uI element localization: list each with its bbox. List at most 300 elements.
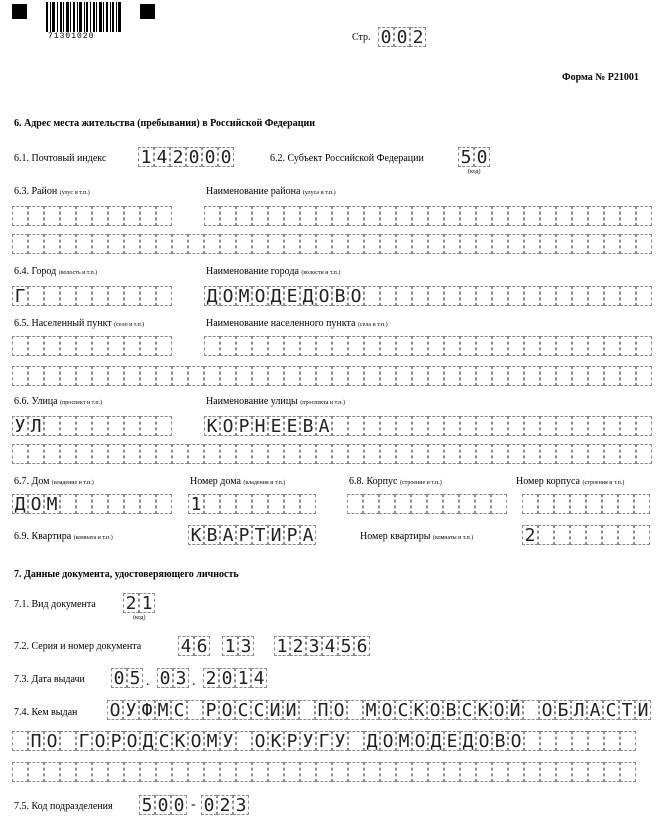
char-cell[interactable] — [636, 234, 652, 254]
char-cell[interactable] — [540, 444, 556, 464]
char-cell[interactable] — [636, 416, 652, 436]
char-cell[interactable] — [28, 336, 44, 356]
char-cell[interactable] — [92, 494, 108, 514]
char-cell[interactable]: 2 — [203, 668, 219, 688]
char-cell[interactable]: 3 — [173, 668, 189, 688]
char-cell[interactable] — [252, 494, 268, 514]
char-cell[interactable] — [236, 336, 252, 356]
char-cell[interactable]: О — [380, 731, 396, 751]
char-cell[interactable] — [412, 336, 428, 356]
char-cell[interactable] — [572, 366, 588, 386]
char-cell[interactable] — [44, 444, 60, 464]
char-cell[interactable] — [476, 286, 492, 306]
char-cell[interactable] — [604, 286, 620, 306]
char-cell[interactable] — [44, 336, 60, 356]
char-cell[interactable] — [60, 366, 76, 386]
char-cell[interactable] — [444, 762, 460, 782]
char-cell[interactable] — [44, 366, 60, 386]
char-cell[interactable] — [236, 762, 252, 782]
char-cell[interactable] — [492, 234, 508, 254]
char-cell[interactable] — [108, 206, 124, 226]
char-cell[interactable] — [620, 762, 636, 782]
district-type-boxes[interactable] — [12, 206, 172, 226]
char-cell[interactable] — [620, 234, 636, 254]
char-cell[interactable] — [604, 416, 620, 436]
char-cell[interactable] — [28, 234, 44, 254]
char-cell[interactable]: М — [363, 700, 379, 720]
char-cell[interactable] — [364, 444, 380, 464]
char-cell[interactable] — [380, 206, 396, 226]
char-cell[interactable] — [108, 366, 124, 386]
char-cell[interactable] — [300, 366, 316, 386]
char-cell[interactable] — [475, 494, 491, 514]
char-cell[interactable]: О — [331, 700, 347, 720]
char-cell[interactable] — [156, 494, 172, 514]
char-cell[interactable] — [172, 762, 188, 782]
char-cell[interactable] — [220, 494, 236, 514]
char-cell[interactable]: М — [155, 700, 171, 720]
char-cell[interactable] — [300, 206, 316, 226]
street-name-boxes-2[interactable] — [12, 444, 652, 464]
char-cell[interactable]: 3 — [238, 636, 254, 656]
char-cell[interactable] — [508, 366, 524, 386]
char-cell[interactable]: Е — [444, 731, 460, 751]
char-cell[interactable] — [588, 444, 604, 464]
issued-by-line3-boxes[interactable] — [12, 762, 636, 782]
char-cell[interactable]: 4 — [154, 147, 170, 167]
char-cell[interactable]: О — [379, 700, 395, 720]
char-cell[interactable] — [300, 444, 316, 464]
char-cell[interactable] — [634, 525, 650, 545]
char-cell[interactable] — [396, 286, 412, 306]
house-type-boxes[interactable] — [12, 494, 172, 514]
char-cell[interactable] — [556, 731, 572, 751]
char-cell[interactable]: У — [123, 700, 139, 720]
char-cell[interactable] — [44, 416, 60, 436]
char-cell[interactable] — [524, 762, 540, 782]
char-cell[interactable] — [316, 336, 332, 356]
char-cell[interactable] — [428, 234, 444, 254]
char-cell[interactable]: 0 — [202, 147, 218, 167]
char-cell[interactable] — [604, 234, 620, 254]
char-cell[interactable] — [124, 416, 140, 436]
char-cell[interactable] — [332, 416, 348, 436]
char-cell[interactable] — [444, 234, 460, 254]
char-cell[interactable] — [348, 336, 364, 356]
char-cell[interactable] — [12, 444, 28, 464]
char-cell[interactable]: С — [171, 700, 187, 720]
char-cell[interactable] — [636, 206, 652, 226]
char-cell[interactable]: О — [491, 700, 507, 720]
char-cell[interactable]: А — [316, 416, 332, 436]
char-cell[interactable] — [538, 494, 554, 514]
char-cell[interactable] — [348, 206, 364, 226]
char-cell[interactable] — [604, 366, 620, 386]
char-cell[interactable]: 2 — [217, 795, 233, 815]
char-cell[interactable] — [140, 762, 156, 782]
char-cell[interactable] — [620, 286, 636, 306]
char-cell[interactable] — [620, 336, 636, 356]
char-cell[interactable]: М — [236, 286, 252, 306]
char-cell[interactable]: К — [411, 700, 427, 720]
char-cell[interactable]: Н — [252, 416, 268, 436]
char-cell[interactable]: 0 — [155, 795, 171, 815]
char-cell[interactable] — [124, 444, 140, 464]
char-cell[interactable] — [380, 286, 396, 306]
char-cell[interactable] — [570, 525, 586, 545]
char-cell[interactable] — [492, 444, 508, 464]
char-cell[interactable]: Р — [284, 731, 300, 751]
char-cell[interactable] — [380, 366, 396, 386]
char-cell[interactable]: 2 — [410, 27, 426, 47]
char-cell[interactable]: О — [220, 416, 236, 436]
char-cell[interactable] — [204, 336, 220, 356]
city-name-boxes[interactable] — [204, 286, 652, 306]
char-cell[interactable] — [156, 286, 172, 306]
char-cell[interactable]: Т — [252, 525, 268, 545]
char-cell[interactable] — [348, 731, 364, 751]
char-cell[interactable] — [92, 366, 108, 386]
char-cell[interactable] — [44, 762, 60, 782]
char-cell[interactable] — [602, 525, 618, 545]
doc-type-boxes[interactable] — [123, 593, 155, 613]
char-cell[interactable] — [92, 444, 108, 464]
char-cell[interactable] — [140, 366, 156, 386]
char-cell[interactable] — [252, 366, 268, 386]
char-cell[interactable] — [554, 525, 570, 545]
char-cell[interactable] — [572, 234, 588, 254]
char-cell[interactable] — [44, 206, 60, 226]
char-cell[interactable] — [348, 416, 364, 436]
char-cell[interactable]: У — [12, 416, 28, 436]
char-cell[interactable] — [76, 206, 92, 226]
char-cell[interactable] — [300, 336, 316, 356]
char-cell[interactable] — [412, 416, 428, 436]
char-cell[interactable] — [236, 731, 252, 751]
char-cell[interactable] — [604, 444, 620, 464]
char-cell[interactable]: О — [188, 731, 204, 751]
char-cell[interactable] — [396, 762, 412, 782]
char-cell[interactable]: О — [539, 700, 555, 720]
char-cell[interactable]: В — [300, 416, 316, 436]
char-cell[interactable] — [540, 286, 556, 306]
flat-type-boxes[interactable] — [188, 525, 316, 545]
district-name-boxes-2[interactable] — [12, 234, 652, 254]
char-cell[interactable] — [508, 444, 524, 464]
char-cell[interactable] — [460, 444, 476, 464]
char-cell[interactable] — [492, 416, 508, 436]
locality-type-boxes[interactable] — [12, 336, 172, 356]
char-cell[interactable] — [332, 234, 348, 254]
char-cell[interactable] — [508, 762, 524, 782]
char-cell[interactable] — [92, 762, 108, 782]
char-cell[interactable] — [428, 206, 444, 226]
char-cell[interactable] — [364, 206, 380, 226]
char-cell[interactable] — [76, 286, 92, 306]
char-cell[interactable] — [124, 366, 140, 386]
char-cell[interactable]: 2 — [522, 525, 538, 545]
char-cell[interactable]: Г — [76, 731, 92, 751]
char-cell[interactable] — [76, 416, 92, 436]
char-cell[interactable]: С — [395, 700, 411, 720]
char-cell[interactable] — [524, 731, 540, 751]
char-cell[interactable]: 4 — [251, 668, 267, 688]
char-cell[interactable] — [524, 416, 540, 436]
char-cell[interactable] — [524, 366, 540, 386]
char-cell[interactable]: В — [492, 731, 508, 751]
char-cell[interactable]: Д — [12, 494, 28, 514]
subdivision-1-boxes[interactable] — [139, 795, 187, 815]
char-cell[interactable] — [620, 206, 636, 226]
char-cell[interactable] — [396, 234, 412, 254]
building-type-boxes[interactable] — [347, 494, 507, 514]
char-cell[interactable] — [28, 366, 44, 386]
char-cell[interactable]: 1 — [274, 636, 290, 656]
char-cell[interactable] — [108, 762, 124, 782]
char-cell[interactable] — [540, 762, 556, 782]
char-cell[interactable] — [540, 731, 556, 751]
char-cell[interactable] — [427, 494, 443, 514]
char-cell[interactable] — [188, 366, 204, 386]
char-cell[interactable] — [316, 444, 332, 464]
char-cell[interactable] — [156, 762, 172, 782]
doc-number-boxes[interactable] — [274, 636, 370, 656]
char-cell[interactable]: В — [332, 286, 348, 306]
char-cell[interactable] — [204, 444, 220, 464]
char-cell[interactable] — [12, 762, 28, 782]
char-cell[interactable] — [12, 234, 28, 254]
char-cell[interactable]: 3 — [233, 795, 249, 815]
char-cell[interactable] — [188, 234, 204, 254]
char-cell[interactable] — [460, 286, 476, 306]
char-cell[interactable] — [156, 444, 172, 464]
char-cell[interactable] — [12, 731, 28, 751]
char-cell[interactable] — [556, 366, 572, 386]
char-cell[interactable] — [554, 494, 570, 514]
char-cell[interactable] — [620, 731, 636, 751]
char-cell[interactable] — [604, 762, 620, 782]
char-cell[interactable] — [28, 286, 44, 306]
char-cell[interactable] — [124, 762, 140, 782]
char-cell[interactable] — [364, 286, 380, 306]
char-cell[interactable] — [380, 416, 396, 436]
char-cell[interactable]: Л — [571, 700, 587, 720]
char-cell[interactable] — [412, 444, 428, 464]
char-cell[interactable] — [395, 494, 411, 514]
char-cell[interactable] — [396, 444, 412, 464]
char-cell[interactable] — [540, 366, 556, 386]
char-cell[interactable] — [268, 206, 284, 226]
char-cell[interactable] — [92, 286, 108, 306]
char-cell[interactable]: 4 — [178, 636, 194, 656]
char-cell[interactable] — [380, 234, 396, 254]
char-cell[interactable] — [108, 336, 124, 356]
char-cell[interactable] — [108, 444, 124, 464]
char-cell[interactable]: А — [220, 525, 236, 545]
char-cell[interactable] — [620, 444, 636, 464]
char-cell[interactable] — [412, 762, 428, 782]
char-cell[interactable] — [556, 762, 572, 782]
char-cell[interactable] — [602, 494, 618, 514]
char-cell[interactable] — [508, 234, 524, 254]
char-cell[interactable] — [347, 700, 363, 720]
char-cell[interactable] — [332, 762, 348, 782]
char-cell[interactable] — [268, 494, 284, 514]
char-cell[interactable] — [332, 366, 348, 386]
char-cell[interactable]: У — [332, 731, 348, 751]
char-cell[interactable] — [460, 762, 476, 782]
date-day-boxes[interactable] — [111, 668, 143, 688]
char-cell[interactable] — [460, 416, 476, 436]
char-cell[interactable]: 0 — [378, 27, 394, 47]
char-cell[interactable] — [44, 286, 60, 306]
char-cell[interactable]: В — [204, 525, 220, 545]
char-cell[interactable] — [572, 731, 588, 751]
char-cell[interactable] — [396, 416, 412, 436]
char-cell[interactable] — [284, 234, 300, 254]
char-cell[interactable] — [508, 336, 524, 356]
char-cell[interactable] — [60, 286, 76, 306]
char-cell[interactable] — [124, 494, 140, 514]
char-cell[interactable] — [348, 234, 364, 254]
char-cell[interactable] — [476, 444, 492, 464]
building-number-boxes[interactable] — [522, 494, 650, 514]
char-cell[interactable] — [284, 444, 300, 464]
char-cell[interactable] — [220, 336, 236, 356]
char-cell[interactable]: 5 — [458, 147, 474, 167]
char-cell[interactable]: И — [268, 525, 284, 545]
char-cell[interactable]: Р — [284, 525, 300, 545]
char-cell[interactable] — [588, 366, 604, 386]
char-cell[interactable]: Д — [204, 286, 220, 306]
char-cell[interactable] — [428, 762, 444, 782]
char-cell[interactable] — [460, 206, 476, 226]
char-cell[interactable] — [476, 762, 492, 782]
char-cell[interactable]: О — [219, 700, 235, 720]
house-number-boxes[interactable] — [188, 494, 316, 514]
char-cell[interactable] — [444, 416, 460, 436]
char-cell[interactable] — [236, 234, 252, 254]
char-cell[interactable] — [60, 336, 76, 356]
char-cell[interactable] — [28, 444, 44, 464]
char-cell[interactable] — [444, 366, 460, 386]
char-cell[interactable] — [588, 206, 604, 226]
char-cell[interactable] — [540, 234, 556, 254]
char-cell[interactable] — [586, 494, 602, 514]
char-cell[interactable] — [428, 444, 444, 464]
char-cell[interactable] — [460, 366, 476, 386]
char-cell[interactable] — [252, 762, 268, 782]
char-cell[interactable] — [364, 416, 380, 436]
date-year-boxes[interactable] — [203, 668, 267, 688]
char-cell[interactable] — [204, 234, 220, 254]
char-cell[interactable]: Е — [284, 286, 300, 306]
char-cell[interactable]: Ф — [139, 700, 155, 720]
char-cell[interactable]: И — [267, 700, 283, 720]
char-cell[interactable] — [604, 206, 620, 226]
char-cell[interactable] — [316, 234, 332, 254]
char-cell[interactable] — [604, 731, 620, 751]
char-cell[interactable]: О — [412, 731, 428, 751]
char-cell[interactable] — [204, 366, 220, 386]
char-cell[interactable] — [12, 336, 28, 356]
char-cell[interactable] — [634, 494, 650, 514]
char-cell[interactable]: 3 — [306, 636, 322, 656]
char-cell[interactable] — [508, 416, 524, 436]
char-cell[interactable]: 4 — [322, 636, 338, 656]
char-cell[interactable] — [316, 206, 332, 226]
char-cell[interactable] — [172, 366, 188, 386]
issued-by-line1-boxes[interactable] — [107, 700, 651, 720]
char-cell[interactable]: Д — [300, 286, 316, 306]
locality-name-boxes-2[interactable] — [12, 366, 652, 386]
char-cell[interactable] — [332, 336, 348, 356]
char-cell[interactable] — [412, 366, 428, 386]
char-cell[interactable] — [364, 366, 380, 386]
char-cell[interactable]: Д — [428, 731, 444, 751]
char-cell[interactable]: О — [124, 731, 140, 751]
char-cell[interactable] — [76, 762, 92, 782]
char-cell[interactable] — [618, 494, 634, 514]
char-cell[interactable] — [28, 762, 44, 782]
char-cell[interactable] — [556, 444, 572, 464]
char-cell[interactable] — [524, 286, 540, 306]
char-cell[interactable]: 2 — [170, 147, 186, 167]
char-cell[interactable]: С — [459, 700, 475, 720]
char-cell[interactable] — [236, 366, 252, 386]
char-cell[interactable] — [572, 416, 588, 436]
char-cell[interactable] — [60, 762, 76, 782]
char-cell[interactable] — [156, 206, 172, 226]
char-cell[interactable] — [492, 336, 508, 356]
char-cell[interactable] — [268, 762, 284, 782]
series-1-boxes[interactable] — [178, 636, 210, 656]
char-cell[interactable] — [140, 494, 156, 514]
char-cell[interactable] — [236, 444, 252, 464]
char-cell[interactable] — [364, 234, 380, 254]
char-cell[interactable] — [460, 234, 476, 254]
char-cell[interactable] — [92, 416, 108, 436]
char-cell[interactable] — [459, 494, 475, 514]
char-cell[interactable] — [636, 444, 652, 464]
char-cell[interactable] — [220, 762, 236, 782]
char-cell[interactable] — [556, 286, 572, 306]
char-cell[interactable] — [538, 525, 554, 545]
char-cell[interactable] — [348, 762, 364, 782]
char-cell[interactable] — [492, 762, 508, 782]
char-cell[interactable] — [300, 234, 316, 254]
char-cell[interactable] — [396, 206, 412, 226]
char-cell[interactable] — [476, 336, 492, 356]
char-cell[interactable]: 1 — [188, 494, 204, 514]
char-cell[interactable] — [556, 206, 572, 226]
char-cell[interactable] — [332, 444, 348, 464]
char-cell[interactable]: 2 — [290, 636, 306, 656]
char-cell[interactable] — [108, 494, 124, 514]
subject-code-boxes[interactable] — [458, 147, 490, 167]
char-cell[interactable] — [444, 336, 460, 356]
char-cell[interactable]: О — [28, 494, 44, 514]
char-cell[interactable] — [140, 234, 156, 254]
char-cell[interactable] — [444, 286, 460, 306]
char-cell[interactable] — [396, 336, 412, 356]
char-cell[interactable] — [492, 206, 508, 226]
char-cell[interactable]: О — [476, 731, 492, 751]
char-cell[interactable]: О — [220, 286, 236, 306]
char-cell[interactable]: С — [156, 731, 172, 751]
char-cell[interactable] — [412, 234, 428, 254]
char-cell[interactable] — [124, 286, 140, 306]
